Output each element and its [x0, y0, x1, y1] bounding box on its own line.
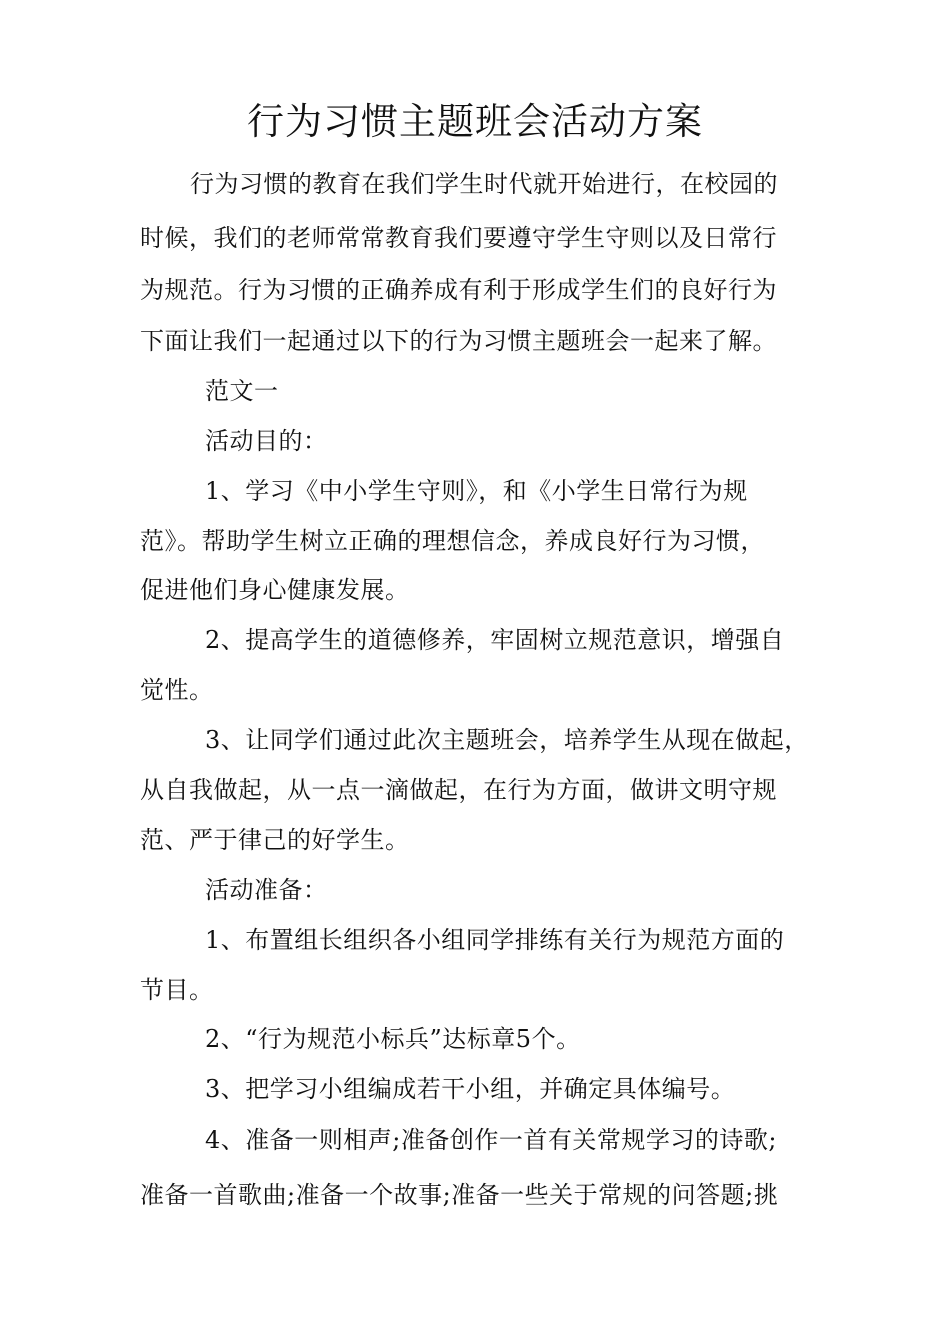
paragraph-line: 时候，我们的老师常常教育我们要遵守学生守则以及日常行	[140, 224, 777, 252]
paragraph-line: 节目。	[140, 976, 214, 1004]
paragraph-line: 范》。帮助学生树立正确的理想信念，养成良好行为习惯，	[140, 527, 765, 555]
paragraph-line: 下面让我们一起通过以下的行为习惯主题班会一起来了解。	[140, 327, 777, 355]
section-heading: 范文一	[205, 377, 279, 405]
paragraph-line: 1、学习《中小学生守则》，和《小学生日常行为规	[205, 477, 748, 505]
paragraph-line: 3、把学习小组编成若干小组，并确定具体编号。	[205, 1075, 736, 1103]
paragraph-line: 从自我做起，从一点一滴做起，在行为方面，做讲文明守规	[140, 776, 777, 804]
paragraph-line: 1、布置组长组织各小组同学排练有关行为规范方面的	[205, 926, 785, 954]
paragraph-line: 准备一首歌曲;准备一个故事;准备一些关于常规的问答题;挑	[140, 1181, 779, 1209]
paragraph-line: 4、准备一则相声;准备创作一首有关常规学习的诗歌;	[205, 1126, 777, 1154]
paragraph-line: 范、严于律己的好学生。	[140, 826, 410, 854]
paragraph-line: 觉性。	[140, 676, 214, 704]
document-title: 行为习惯主题班会活动方案	[247, 100, 703, 143]
section-heading: 活动准备：	[205, 876, 328, 904]
paragraph-line: 促进他们身心健康发展。	[140, 576, 410, 604]
paragraph-line: 3、让同学们通过此次主题班会，培养学生从现在做起，	[205, 726, 809, 754]
section-heading: 活动目的：	[205, 427, 328, 455]
paragraph-line: 2、提高学生的道德修养，牢固树立规范意识，增强自	[205, 626, 785, 654]
paragraph-line: 2、“行为规范小标兵”达标章5个。	[205, 1025, 581, 1053]
paragraph-line: 行为习惯的教育在我们学生时代就开始进行，在校园的	[190, 170, 778, 198]
paragraph-line: 为规范。行为习惯的正确养成有利于形成学生们的良好行为	[140, 276, 777, 304]
